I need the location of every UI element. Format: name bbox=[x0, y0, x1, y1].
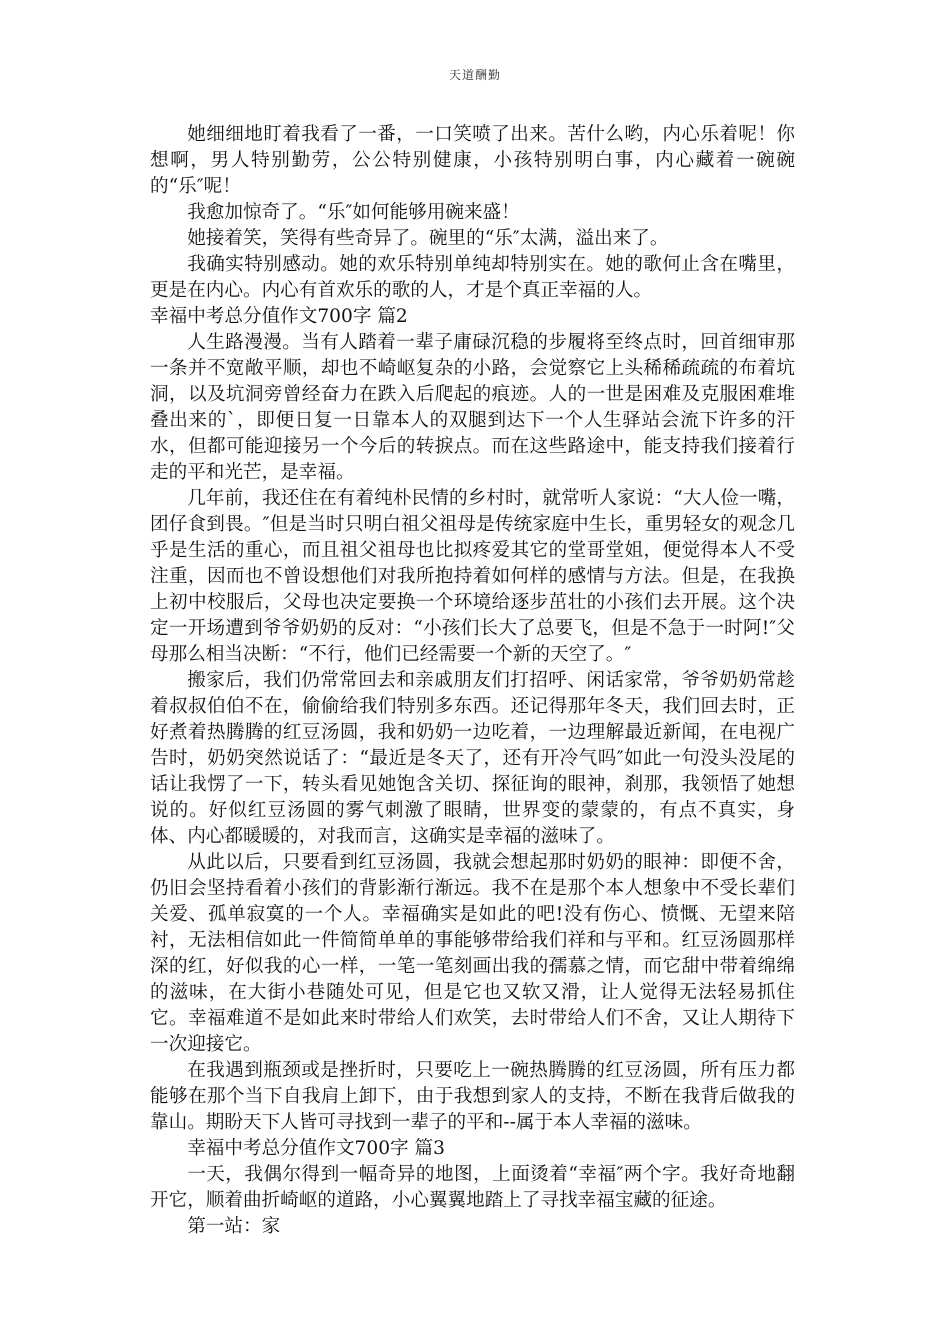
paragraph: 第一站：家 bbox=[187, 1216, 281, 1237]
paragraph: 她接着笑，笑得有些奇异了。碗里的“乐″太满，溢出来了。 bbox=[187, 228, 669, 249]
paragraph: 人生路漫漫。当有人踏着一辈子庸碌沉稳的步履将至终点时，回首细审那一条并不宽敞平顺，却也不崎岖复杂的小路，会觉察它上头稀稀疏疏的布着坑洞，以及坑洞旁曾经奋力在跌入后爬起的痕迹。人的一世是困难及克服困难堆叠出来的`，即便日复一日靠本人的双腿到达下一个人生驿站会流下许多的汗水，但都可能迎接另一个今后的转捩点。而在这些路途中，能支持我们接着行走的平和光芒，是幸福。 bbox=[150, 332, 795, 483]
paragraph: 我愈加惊奇了。“乐″如何能够用碗来盛！ bbox=[187, 202, 520, 223]
paragraph: 在我遇到瓶颈或是挫折时，只要吃上一碗热腾腾的红豆汤圆，所有压力都能够在那个当下自我肩上卸下，由于我想到家人的支持，不断在我背后做我的靠山。期盼天下人皆可寻找到一辈子的平和--属于本人幸福的滋味。 bbox=[150, 1060, 795, 1133]
document-body bbox=[150, 122, 795, 1240]
paragraph: 一天，我偶尔得到一幅奇异的地图，上面烫着“幸福″两个字。我好奇地翻开它，顺着曲折崎岖的道路，小心翼翼地踏上了寻找幸福宝藏的征途。 bbox=[150, 1164, 795, 1211]
paragraph: 几年前，我还住在有着纯朴民情的乡村时，就常听人家说：“大人俭一嘴，团仔食到畏。″但是当时只明白祖父祖母是传统家庭中生长，重男轻女的观念几乎是生活的重心，而且祖父祖母也比拟疼爱其它的堂哥堂姐，便觉得本人不受注重，因而也不曾设想他们对我所抱持着如何样的感情与方法。但是，在我换上初中校服后，父母也决定要换一个环境给逐步茁壮的小孩们去开展。这个决定一开场遭到爷爷奶奶的反对：“小孩们长大了总要飞，但是不急于一时阿!″父母那么相当决断：“不行，他们已经需要一个新的天空了。″ bbox=[150, 488, 795, 665]
paragraph: 她细细地盯着我看了一番，一口笑喷了出来。苦什么哟，内心乐着呢！你想啊，男人特别勤劳，公公特别健康，小孩特别明白事，内心藏着一碗碗的“乐″呢！ bbox=[150, 124, 795, 197]
section-heading: 幸福中考总分值作文700字 篇2 bbox=[150, 306, 408, 327]
paragraph: 从此以后，只要看到红豆汤圆，我就会想起那时奶奶的眼神：即便不舍，仍旧会坚持看着小孩们的背影渐行渐远。我不在是那个本人想象中不受长辈们关爱、孤单寂寞的一个人。幸福确实是如此的吧!没有伤心、愤慨、无望来陪衬，无法相信如此一件简简单单的事能够带给我们祥和与平和。红豆汤圆那样深的红，好似我的心一样，一笔一笔刻画出我的孺慕之情，而它甜中带着绵绵的滋味，在大街小巷随处可见，但是它也又软又滑，让人觉得无法轻易抓住它。幸福难道不是如此来时带给人们欢笑，去时带给人们不舍，又让人期待下一次迎接它。 bbox=[150, 852, 795, 1055]
page-header: 天道酬勤 bbox=[448, 68, 501, 82]
paragraph: 搬家后，我们仍常常回去和亲戚朋友们打招呼、闲话家常，爷爷奶奶常趁着叔叔伯伯不在，偷偷给我们特别多东西。还记得那年冬天，我们回去时，正好煮着热腾腾的红豆汤圆，我和奶奶一边吃着，一边理解最近新闻，在电视广告时，奶奶突然说话了：“最近是冬天了，还有开冷气吗″如此一句没头没尾的话让我愣了一下，转头看见她饱含关切、探征询的眼神，刹那，我领悟了她想说的。好似红豆汤圆的雾气刺激了眼睛，世界变的蒙蒙的，有点不真实，身体、内心都暖暖的，对我而言，这确实是幸福的滋味了。 bbox=[150, 670, 795, 847]
paragraph: 我确实特别感动。她的欢乐特别单纯却特别实在。她的歌何止含在嘴里，更是在内心。内心有首欢乐的歌的人，才是个真正幸福的人。 bbox=[150, 254, 795, 301]
section-heading: 幸福中考总分值作文700字 篇3 bbox=[187, 1138, 445, 1159]
